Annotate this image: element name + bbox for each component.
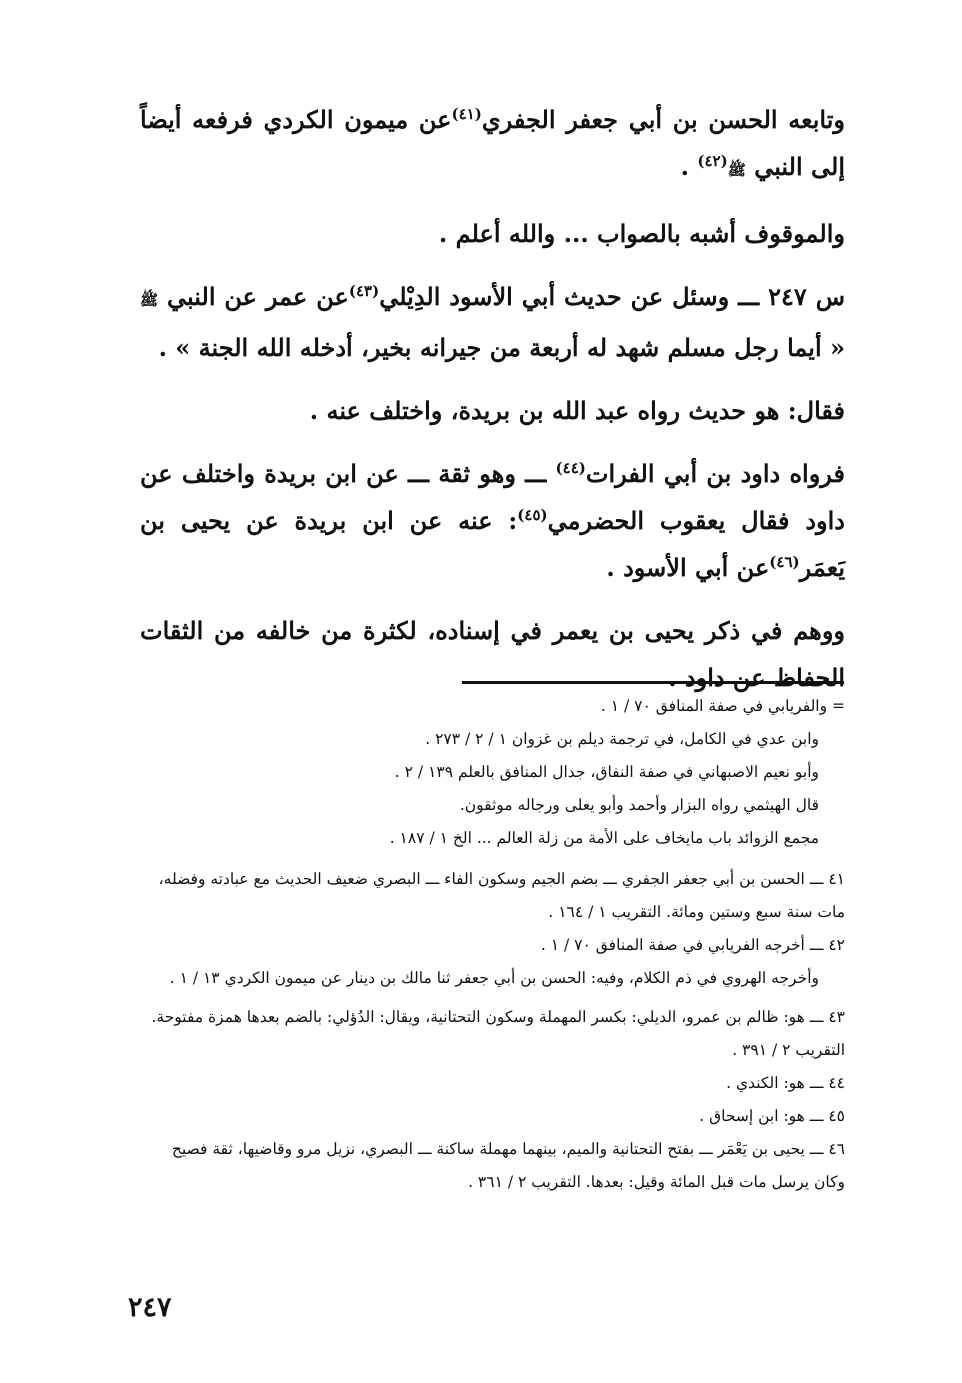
footnote-continuation: مجمع الزوائد باب مايخاف على الأمة من زلة العالم ... الخ ١ / ١٨٧ .: [389, 829, 819, 847]
footnote-46: ٤٦ ـــ يحيى بن يَعْمَر ـــ بفتح التحتانية والميم، بينهما مهملة ساكنة ـــ البصري، نزيل مرو وقاضيها، ثقة فصيح وكان يرسل مات قبل المائة وقيل: بعدها. التقريب ٢ / ٣٦١ .: [171, 1140, 845, 1191]
salutation-glyph: ﷺ: [727, 161, 746, 179]
footnote-continuation: قال الهيثمي رواه البزار وأحمد وأبو يعلى ورجاله موثقون.: [459, 796, 819, 814]
paragraph-2: والموقوف أشبه بالصواب ... والله أعلم .: [438, 219, 845, 248]
paragraph-5: فرواه داود بن أبي الفرات$^{(٤٤)}$ ـــ وهو ثقة ـــ عن ابن بريدة واختلف عن داود فقال يعقوب الحضرمي$^{(٤٥)}$: عنه عن ابن بريدة عن يحيى بن يَعمَر$^{(٤٦)}$عن أبي الأسود .: [140, 459, 846, 582]
paragraph-1: وتابعه الحسن بن أبي جعفر الجفري$^{(٤١)}$عن ميمون الكردي فرفعه أيضاً إلى النبي ﷺ$^{(٤٢)}$ .: [140, 105, 846, 181]
footnote-continuation: وأبو نعيم الاصبهاني في صفة النفاق، جدال المنافق بالعلم ١٣٩ / ٢ .: [394, 763, 819, 781]
footnote-41: ٤١ ـــ الحسن بن أبي جعفر الجفري ـــ بضم الجيم وسكون الفاء ـــ البصري ضعيف الحديث مع عبادته وفضله، مات سنة سبع وستين ومائة. التقريب ١ / ١٦٤ .: [158, 870, 845, 921]
footnote-divider: [462, 681, 844, 684]
footnote-ref-41[interactable]: (٤١): [451, 105, 482, 123]
paragraph-6: ووهم في ذكر يحيى بن يعمر في إسناده، لكثرة من خالفه من الثقات الحفاظ عن داود .: [140, 616, 845, 692]
paragraph-4: فقال: هو حديث رواه عبد الله بن بريدة، واختلف عنه .: [309, 396, 845, 425]
footnote-42-continued: وأخرجه الهروي في ذم الكلام، وفيه: الحسن بن أبي جعفر ثنا مالك بن دينار عن ميمون الكردي ١٣ / ١ .: [169, 969, 819, 987]
footnote-43: ٤٣ ـــ هو: ظالم بن عمرو، الديلي: بكسر المهملة وسكون التحتانية، ويقال: الدُؤلي: بالضم بعدها همزة مفتوحة. التقريب ٢ / ٣٩١ .: [151, 1008, 845, 1059]
footnote-ref-46[interactable]: (٤٦): [769, 553, 800, 571]
footnote-continuation: وابن عدي في الكامل، في ترجمة ديلم بن غزوان ١ / ٢ / ٢٧٣ .: [425, 730, 819, 748]
footnote-42: ٤٢ ـــ أخرجه الفريابي في صفة المنافق ٧٠ / ١ .: [540, 936, 845, 954]
main-text: [140, 96, 845, 717]
footnote-ref-43[interactable]: (٤٣): [348, 282, 380, 300]
footnote-list: [140, 863, 845, 1199]
salutation-glyph: ﷺ: [140, 291, 159, 309]
footnote-ref-42[interactable]: (٤٢): [697, 152, 728, 170]
footnote-continuation: = والفريابي في صفة المنافق ٧٠ / ١ .: [600, 697, 845, 715]
paragraph-3-question: س ٢٤٧ ـــ وسئل عن حديث أبي الأسود الدِيْلي$^{(٤٣)}$عن عمر عن النبي ﷺ « أيما رجل مسلم شهد له أربعة من جيرانه بخير، أدخله الله الجنة » .: [140, 282, 845, 362]
page-number: ٢٤٧: [128, 1292, 172, 1323]
footnote-ref-45[interactable]: (٤٥): [517, 506, 548, 524]
footnote-44: ٤٤ ـــ هو: الكندي .: [726, 1074, 845, 1092]
footnote-45: ٤٥ ـــ هو: ابن إسحاق .: [699, 1107, 845, 1125]
footnotes: [140, 690, 845, 1199]
footnote-ref-44[interactable]: (٤٤): [555, 459, 586, 477]
